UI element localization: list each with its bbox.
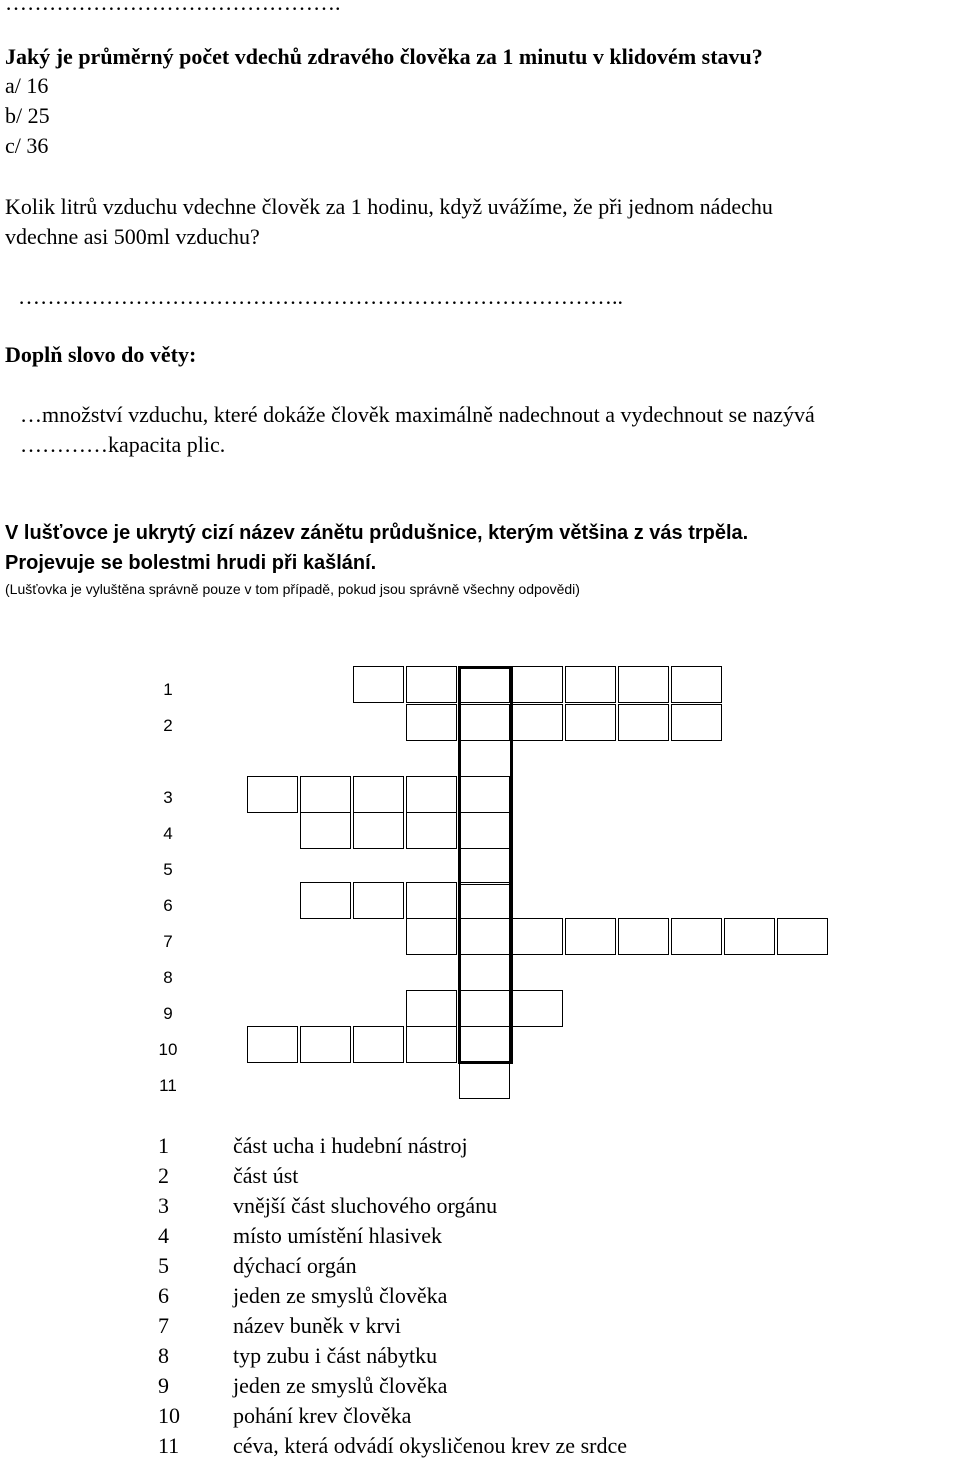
top-dotted-line: ………………………………………. (5, 0, 341, 15)
clue-number: 2 (158, 1163, 169, 1188)
row-number: 2 (163, 716, 173, 735)
crossword-cell[interactable] (300, 1026, 351, 1063)
q3-line-1: …množství vzduchu, které dokáže člověk maximálně nadechnout a vydechnout se nazývá (20, 402, 815, 427)
clue-text: céva, která odvádí okysličenou krev ze srdce (233, 1433, 627, 1458)
crossword-cell[interactable] (459, 882, 510, 919)
clue-number: 9 (158, 1373, 169, 1398)
clue-number: 4 (158, 1223, 169, 1248)
crossword-cell[interactable] (300, 812, 351, 849)
row-number: 3 (163, 788, 173, 807)
crossword-cell[interactable] (406, 666, 457, 703)
crossword-cell[interactable] (565, 918, 616, 955)
clue-text: jeden ze smyslů člověka (233, 1373, 448, 1398)
clue-text: místo umístění hlasivek (233, 1223, 442, 1248)
row-number: 9 (163, 1004, 173, 1023)
crossword-cell[interactable] (406, 776, 457, 813)
q1-option-a: a/ 16 (5, 73, 49, 98)
crossword-cell[interactable] (512, 990, 563, 1027)
crossword-cell[interactable] (671, 704, 722, 741)
clue-number: 6 (158, 1283, 169, 1308)
crossword-cell[interactable] (512, 918, 563, 955)
crossword-cell[interactable] (459, 990, 510, 1027)
crossword-cell[interactable] (459, 954, 510, 991)
q2-line-1: Kolik litrů vzduchu vdechne člověk za 1 hodinu, když uvážíme, že při jednom nádechu (5, 194, 773, 219)
q1-option-c: c/ 36 (5, 133, 49, 158)
crossword-cell[interactable] (406, 882, 457, 919)
crossword-cell[interactable] (618, 666, 669, 703)
clue-text: typ zubu i část nábytku (233, 1343, 438, 1368)
clue-number: 11 (158, 1433, 180, 1458)
clue-text: část ucha i hudební nástroj (233, 1133, 468, 1158)
crossword-cell[interactable] (459, 776, 510, 813)
clue-text: pohání krev člověka (233, 1403, 412, 1428)
crossword-cell[interactable] (406, 990, 457, 1027)
crossword-cell[interactable] (777, 918, 828, 955)
clue-number: 7 (158, 1313, 169, 1338)
q1-option-b: b/ 25 (5, 103, 50, 128)
clue-number: 5 (158, 1253, 169, 1278)
row-number: 11 (159, 1076, 177, 1095)
crossword-intro-1: V lušťovce je ukrytý cizí název zánětu průdušnice, kterým většina z vás trpěla. (5, 522, 749, 544)
crossword-cell[interactable] (300, 776, 351, 813)
crossword-cell[interactable] (406, 812, 457, 849)
crossword-cell[interactable] (565, 704, 616, 741)
crossword-cell[interactable] (512, 666, 563, 703)
crossword-cell[interactable] (671, 918, 722, 955)
crossword-cell[interactable] (671, 666, 722, 703)
crossword-cell[interactable] (300, 882, 351, 919)
crossword-cell[interactable] (459, 704, 510, 741)
crossword-cell[interactable] (459, 666, 510, 703)
crossword-cell[interactable] (406, 918, 457, 955)
crossword-cell[interactable] (459, 918, 510, 955)
q3-line-2: …………kapacita plic. (20, 432, 226, 457)
crossword-cell[interactable] (353, 666, 404, 703)
row-number: 7 (163, 932, 173, 951)
crossword-cell[interactable] (459, 812, 510, 849)
clue-text: vnější část sluchového orgánu (233, 1193, 498, 1218)
crossword-cell[interactable] (353, 1026, 404, 1063)
clue-number: 1 (158, 1133, 169, 1158)
crossword-cell[interactable] (353, 812, 404, 849)
crossword-cell[interactable] (247, 1026, 298, 1063)
clue-number: 8 (158, 1343, 169, 1368)
crossword-cell[interactable] (565, 666, 616, 703)
q2-line-2: vdechne asi 500ml vzduchu? (5, 224, 260, 249)
clue-text: jeden ze smyslů člověka (233, 1283, 448, 1308)
crossword-cell[interactable] (459, 1062, 510, 1099)
clue-number: 3 (158, 1193, 169, 1218)
crossword-cell[interactable] (353, 776, 404, 813)
crossword-cell[interactable] (247, 776, 298, 813)
crossword-cell[interactable] (724, 918, 775, 955)
q3-title: Doplň slovo do věty: (5, 342, 197, 367)
row-number: 1 (163, 680, 173, 699)
q1-question: Jaký je průměrný počet vdechů zdravého člověka za 1 minutu v klidovém stavu? (5, 44, 763, 69)
row-number: 8 (163, 968, 173, 987)
crossword-cell[interactable] (618, 918, 669, 955)
crossword-cell[interactable] (406, 704, 457, 741)
crossword-cell[interactable] (618, 704, 669, 741)
row-number: 10 (158, 1040, 178, 1059)
clue-text: část úst (233, 1163, 299, 1188)
clue-number: 10 (158, 1403, 180, 1428)
crossword-cell[interactable] (512, 704, 563, 741)
row-number: 5 (163, 860, 173, 879)
q2-answer-dots: ……………………………………………………………………….. (18, 284, 623, 309)
crossword-cell[interactable] (406, 1026, 457, 1063)
crossword-note: (Lušťovka je vyluštěna správně pouze v tom případě, pokud jsou správně všechny odpovědi) (5, 581, 580, 597)
crossword-cell[interactable] (459, 848, 510, 885)
crossword-cell[interactable] (459, 1026, 510, 1063)
clue-text: dýchací orgán (233, 1253, 357, 1278)
row-number: 4 (163, 824, 173, 843)
clue-text: název buněk v krvi (233, 1313, 401, 1338)
crossword-cell[interactable] (353, 882, 404, 919)
row-number: 6 (163, 896, 173, 915)
crossword-intro-2: Projevuje se bolestmi hrudi při kašlání. (5, 552, 377, 574)
